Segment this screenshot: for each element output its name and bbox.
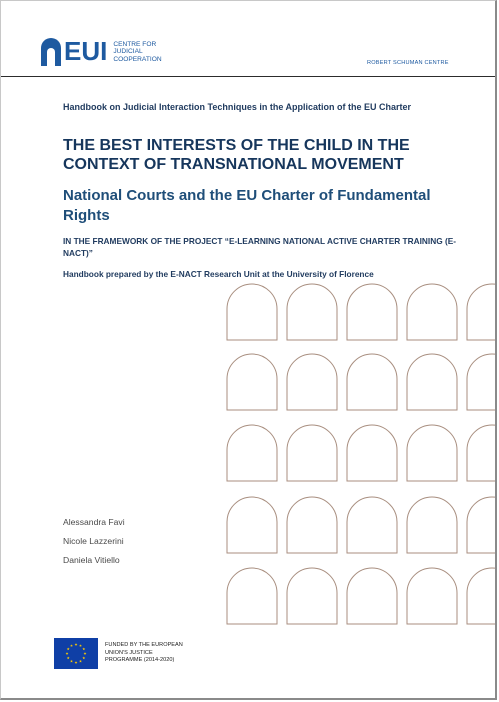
arch-shape <box>287 354 337 410</box>
logo-subtitle-line: JUDICIAL <box>113 48 143 56</box>
arch-shape <box>467 497 497 553</box>
logo-wordmark: EUI <box>64 36 108 66</box>
author-name: Alessandra Favi <box>63 517 125 527</box>
arch-shape <box>467 284 497 340</box>
arch-shape <box>287 425 337 481</box>
author-name: Nicole Lazzerini <box>63 536 124 546</box>
handbook-line: Handbook on Judicial Interaction Techniques in the Application of the EU Charter <box>63 102 412 112</box>
author-name: Daniela Vitiello <box>63 555 120 565</box>
page-subtitle: National Courts and the EU Charter of Fundamental Rights <box>63 187 431 224</box>
arch-shape <box>227 425 277 481</box>
arch-shape <box>347 284 397 340</box>
flag-background <box>54 638 98 669</box>
author-list <box>63 513 125 570</box>
arch-shape <box>287 497 337 553</box>
arch-shape <box>347 425 397 481</box>
logo-subtitle-line: COOPERATION <box>113 55 162 63</box>
arch-shape <box>347 354 397 410</box>
arch-shape <box>407 425 457 481</box>
arch-shape <box>407 284 457 340</box>
arch-shape <box>227 284 277 340</box>
arch-shape <box>407 568 457 624</box>
arch-pattern <box>1 1 497 700</box>
arch-shape <box>227 497 277 553</box>
prepared-by: Handbook prepared by the E-NACT Research Unit at the University of Florence <box>63 269 374 279</box>
arch-shape <box>227 568 277 624</box>
project-framework: IN THE FRAMEWORK OF THE PROJECT “E-LEARNING NATIONAL ACTIVE CHARTER TRAINING (E-NACT)” <box>63 236 457 258</box>
arch-shape <box>347 497 397 553</box>
arch-shape <box>467 425 497 481</box>
centre-name: ROBERT SCHUMAN CENTRE <box>367 60 449 66</box>
arch-shape <box>467 568 497 624</box>
funding-line: PROGRAMME (2014-2020) <box>105 657 175 664</box>
funding-line: FUNDED BY THE EUROPEAN <box>105 642 183 648</box>
arch-shape <box>347 568 397 624</box>
arch-shape <box>467 354 497 410</box>
funding-note <box>105 642 183 665</box>
logo-subtitle-line: CENTRE FOR <box>113 41 157 48</box>
arch-shape <box>287 568 337 624</box>
funding-line: UNION'S JUSTICE <box>105 649 153 656</box>
arch-shape <box>287 284 337 340</box>
arch-shape <box>407 354 457 410</box>
arch-shape <box>227 354 277 410</box>
eu-flag-icon <box>54 638 98 669</box>
page-title: THE BEST INTERESTS OF THE CHILD IN THE CONTEXT OF TRANSNATIONAL MOVEMENT <box>63 137 410 173</box>
arch-shape <box>407 497 457 553</box>
